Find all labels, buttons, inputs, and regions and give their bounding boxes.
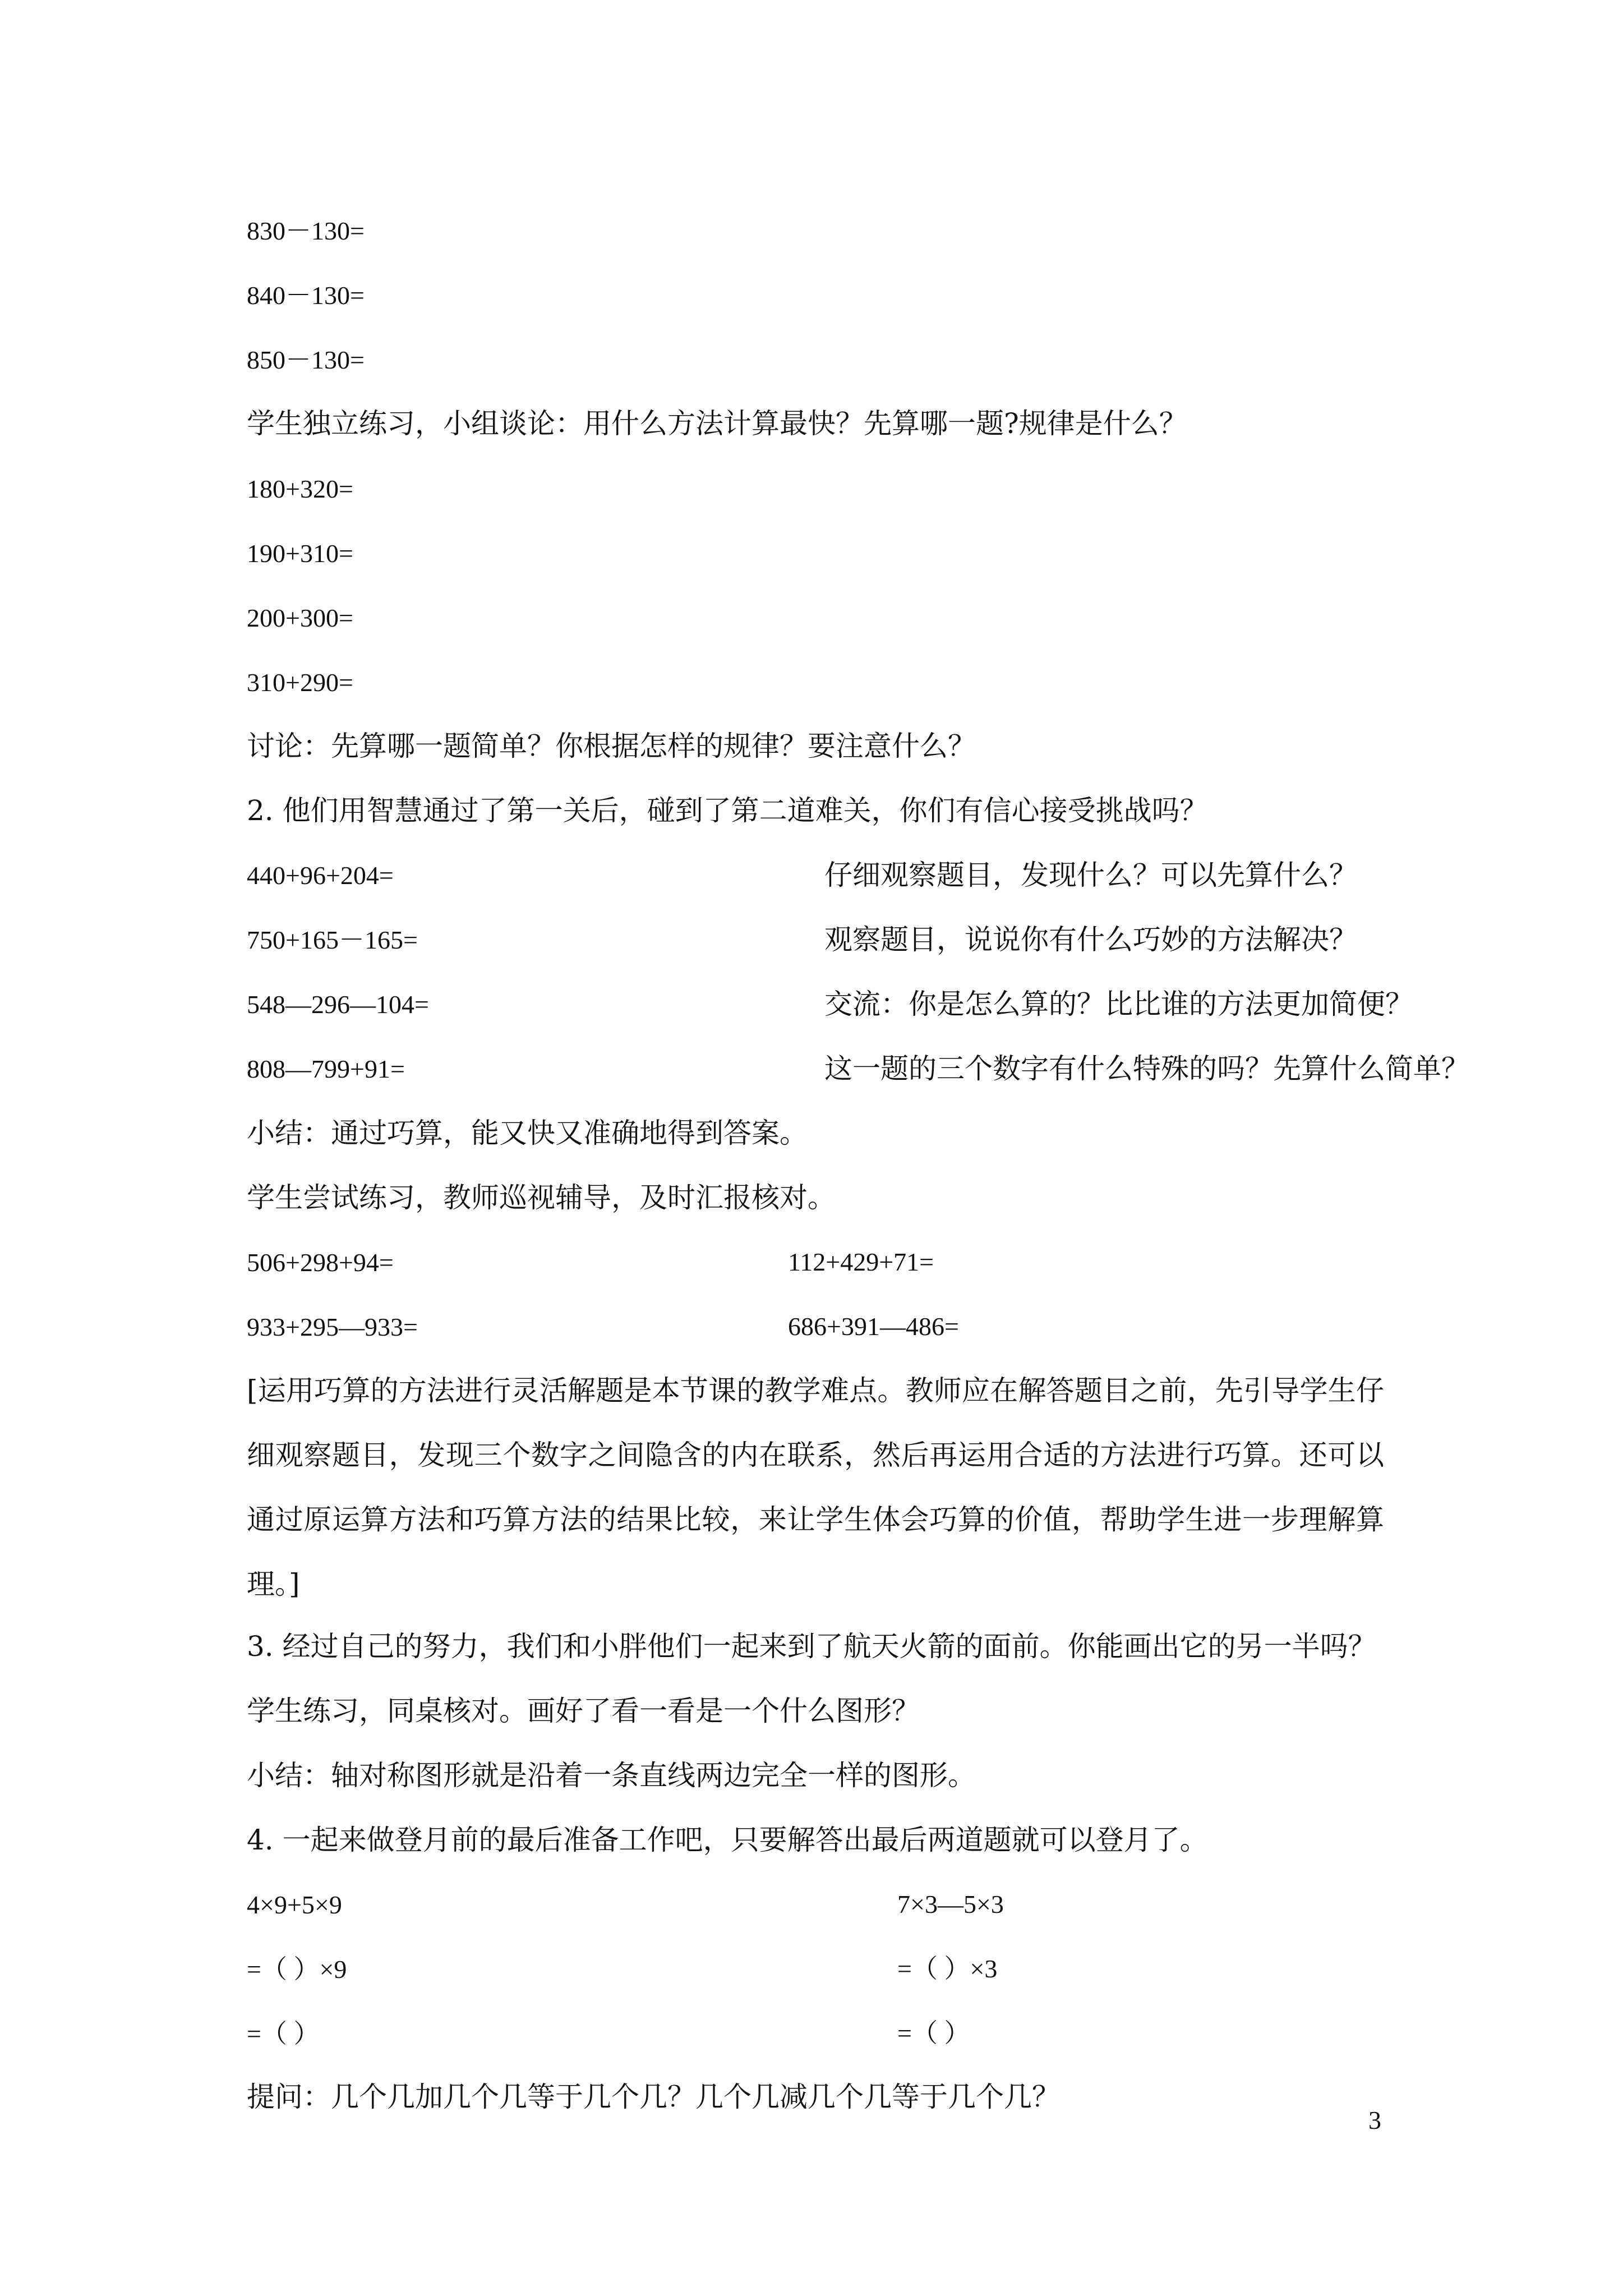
equation-left: 4×9+5×9 (247, 1890, 342, 1919)
equation-line: 200+300= (247, 604, 353, 632)
equation-line: 840－130= (247, 281, 365, 310)
discussion-text: 讨论：先算哪一题简单？你根据怎样的规律？要注意什么？ (247, 730, 976, 762)
exercise-left: 506+298+94= (247, 1248, 394, 1277)
summary-text: 小结：通过巧算，能又快又准确地得到答案。 (247, 1117, 808, 1149)
equation-line: 310+290= (247, 668, 353, 697)
exercise-pair (247, 1310, 1384, 1344)
section-heading: 4. 一起来做登月前的最后准备工作吧，只要解答出最后两道题就可以登月了。 (247, 1824, 1208, 1856)
practice-text: 学生尝试练习，教师巡视辅导，及时汇报核对。 (247, 1181, 836, 1214)
section-heading: 3. 经过自己的努力，我们和小胖他们一起来到了航天火箭的面前。你能画出它的另一半吗？ (247, 1630, 1376, 1663)
expression: 750+165－165= (247, 926, 418, 954)
expression: 808—799+91= (247, 1055, 405, 1083)
expression: 440+96+204= (247, 861, 394, 890)
equation-line: 190+310= (247, 539, 353, 568)
teaching-note: 这一题的三个数字有什么特殊的吗？先算什么简单？ (824, 1052, 1469, 1085)
exercise-right: 112+429+71= (788, 1248, 934, 1276)
teaching-remark: [运用巧算的方法进行灵活解题是本节课的教学难点。教师应在解答题目之前，先引导学生仔细观察题目，发现三个数字之间隐含的内在联系，然后再运用合适的方法进行巧算。还可以通过原运算方法和巧算方法的结果比较，来让学生体会巧算的价值，帮助学生进一步理解算理。] (247, 1374, 1384, 1600)
equation-line: 830－130= (247, 217, 365, 245)
exercise-row (247, 858, 1384, 892)
equation-left: =（ ） (247, 2019, 320, 2048)
practice-prompt: 学生独立练习，小组谈论：用什么方法计算最快？先算哪一题?规律是什么？ (247, 407, 1187, 440)
equation-pair (247, 1888, 1384, 1922)
teaching-note: 交流：你是怎么算的？比比谁的方法更加简便？ (824, 988, 1413, 1020)
teaching-note: 仔细观察题目，发现什么？可以先算什么？ (824, 859, 1357, 891)
summary-text: 小结：轴对称图形就是沿着一条直线两边完全一样的图形。 (247, 1759, 976, 1792)
equation-right: 7×3—5×3 (897, 1890, 1004, 1918)
exercise-row (247, 987, 1413, 1022)
practice-text: 学生练习，同桌核对。画好了看一看是一个什么图形？ (247, 1695, 920, 1727)
exercise-row (247, 923, 1384, 957)
exercise-row (247, 1052, 1469, 1086)
page-number: 3 (1368, 2106, 1381, 2134)
expression: 548—296—104= (247, 990, 429, 1019)
section-heading: 2. 他们用智慧通过了第一关后，碰到了第二道难关，你们有信心接受挑战吗？ (247, 794, 1208, 827)
equation-pair (247, 2017, 1384, 2051)
exercise-pair (247, 1245, 1384, 1280)
exercise-right: 686+391—486= (788, 1312, 959, 1341)
equation-line: 180+320= (247, 475, 353, 503)
equation-left: =（ ）×9 (247, 1955, 347, 1984)
question-text: 提问：几个几加几个几等于几个几？几个几减几个几等于几个几？ (247, 2081, 1060, 2113)
equation-line: 850－130= (247, 346, 365, 374)
teaching-note: 观察题目，说说你有什么巧妙的方法解决？ (824, 923, 1357, 956)
equation-right: =（ ） (897, 2019, 970, 2047)
exercise-left: 933+295—933= (247, 1313, 418, 1341)
equation-pair (247, 1952, 1384, 1986)
equation-right: =（ ）×3 (897, 1954, 998, 1983)
